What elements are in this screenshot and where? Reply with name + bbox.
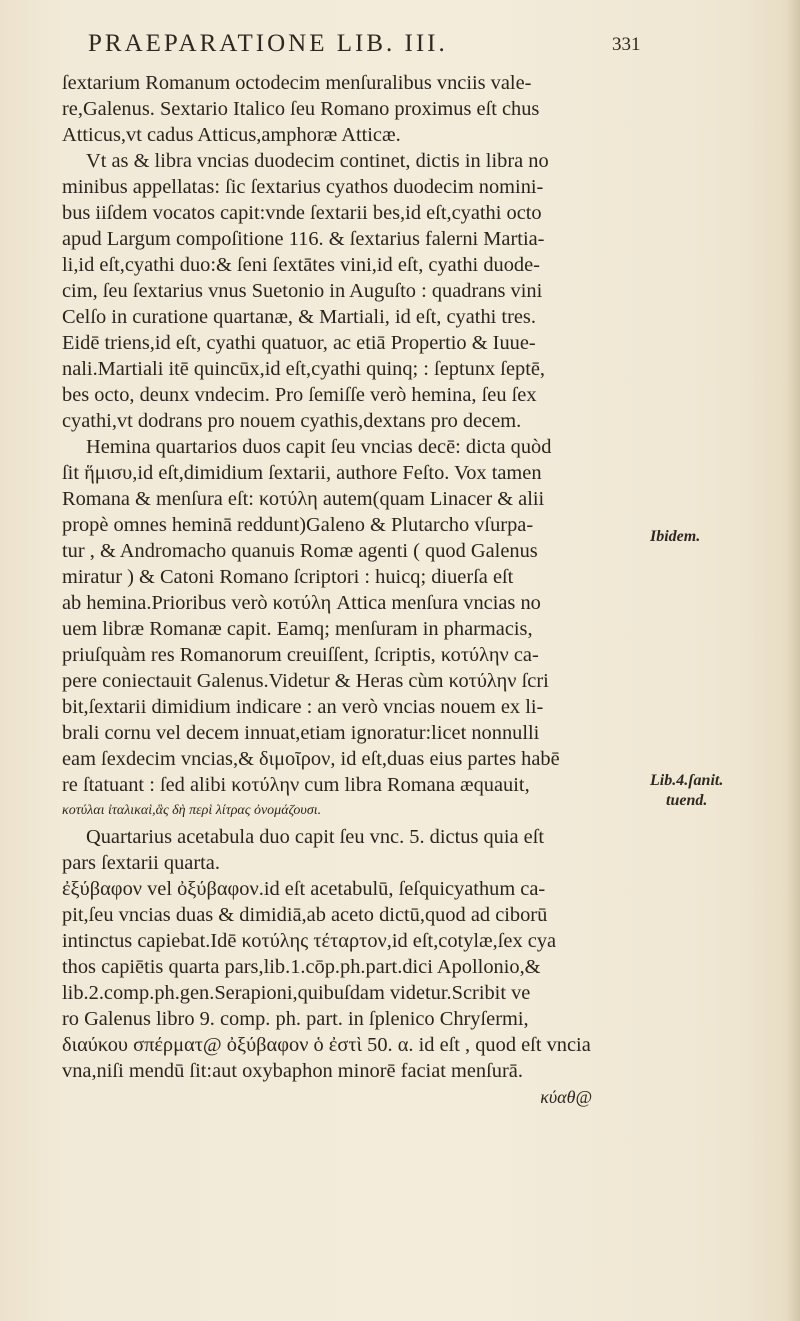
text-line: Eidē triens,id eſt, cyathi quatuor, ac etiā Propertio & Iuue- [62, 332, 536, 354]
text-line: bes octo, deunx vndecim. Pro ſemiſſe verò hemina, ſeu ſex [62, 384, 537, 406]
text-line: cyathi,vt dodrans pro nouem cyathis,dextans pro decem. [62, 410, 522, 432]
text-line: miratur ) & Catoni Romano ſcriptori : huicq; diuerſa eſt [62, 566, 514, 588]
running-title: PRAEPARATIONE LIB. III. [88, 30, 448, 57]
text-line: intinctus capiebat.Idē κοτύλης τέταρτον,id eſt,cotylæ,ſex cya [62, 930, 557, 952]
text-line: eam ſexdecim vncias,& διμοῖρον, id eſt,duas eius partes habē [62, 748, 560, 770]
margin-note-tuend: tuend. [666, 792, 708, 809]
text-line: re ſtatuant : ſed alibi κοτύλην cum libra Romana æquauit, [62, 774, 530, 796]
text-line: pere coniectauit Galenus.Videtur & Heras cùm κοτύλην ſcri [62, 670, 549, 692]
text-line: bus iiſdem vocatos capit:vnde ſextarii bes,id eſt,cyathi octo [62, 202, 542, 224]
text-line: uem libræ Romanæ capit. Eamq; menſuram in pharmacis, [62, 618, 533, 640]
greek-quote-line: κοτύλαι ἰταλικαὶ,ἃς δὴ περὶ λίτρας ὀνομάζουσι. [62, 803, 322, 818]
text-line: re,Galenus. Sextario Italico ſeu Romano proximus eſt chus [62, 98, 540, 120]
body-text [62, 70, 644, 1110]
page-edge-shadow [786, 0, 800, 1321]
text-line: ἐξύβαφον vel ὀξύβαφον.id eſt acetabulū, ſeſquicyathum ca- [62, 878, 546, 900]
margin-note-ibidem: Ibidem. [650, 528, 701, 545]
text-line: minibus appellatas: ſic ſextarius cyathos duodecim nomini- [62, 176, 544, 198]
text-line: tur , & Andromacho quanuis Romæ agenti ( quod Galenus [62, 540, 538, 562]
catchword: κύαθ@ [540, 1087, 592, 1107]
text-line: apud Largum compoſitione 116. & ſextarius falerni Martia- [62, 228, 545, 250]
text-line: ſextarium Romanum octodecim menſuralibus vnciis vale- [62, 72, 532, 94]
text-line: propè omnes heminā reddunt)Galeno & Plutarcho vſurpa- [62, 514, 534, 536]
text-line: Quartarius acetabula duo capit ſeu vnc. 5. dictus quia eſt [86, 826, 545, 848]
text-line: Atticus,vt cadus Atticus,amphoræ Atticæ. [62, 124, 401, 146]
text-line: διαύκου σπέρματ@ ὀξύβαφον ὁ ἐστὶ 50. α. id eſt , quod eſt vncia [62, 1034, 591, 1056]
text-line: ab hemina.Prioribus verò κοτύλη Attica menſura vncias no [62, 592, 541, 614]
text-line: pit,ſeu vncias duas & dimidiā,ab aceto dictū,quod ad ciborū [62, 904, 548, 926]
text-line: pars ſextarii quarta. [62, 852, 220, 874]
text-line: brali cornu vel decem innuat,etiam ignoratur:licet nonnulli [62, 722, 540, 744]
text-line: Vt as & libra vncias duodecim continet, dictis in libra no [86, 150, 549, 172]
margin-note-lib-sanit: Lib.4.ſanit. [650, 772, 724, 789]
text-line: cim, ſeu ſextarius vnus Suetonio in Auguſto : quadrans vini [62, 280, 543, 302]
text-line: li,id eſt,cyathi duo:& ſeni ſextātes vini,id eſt, cyathi duode- [62, 254, 540, 276]
text-line: Romana & menſura eſt: κοτύλη autem(quam Linacer & alii [62, 488, 545, 510]
text-line: ſit ἥμισυ,id eſt,dimidium ſextarii, authore Feſto. Vox tamen [62, 462, 542, 484]
text-line: bit,ſextarii dimidium indicare : an verò vncias nouem ex li- [62, 696, 544, 718]
text-line: priuſquàm res Romanorum creuiſſent, ſcriptis, κοτύλην ca- [62, 644, 539, 666]
text-line: Celſo in curatione quartanæ, & Martiali, id eſt, cyathi tres. [62, 306, 536, 328]
text-line: nali.Martiali itē quincūx,id eſt,cyathi quinq; : ſeptunx ſeptē, [62, 358, 546, 380]
text-line: Hemina quartarios duos capit ſeu vncias decē: dicta quòd [86, 436, 552, 458]
text-line: lib.2.comp.ph.gen.Serapioni,quibuſdam videtur.Scribit ve [62, 982, 531, 1004]
text-line: thos capiētis quarta pars,lib.1.cōp.ph.part.dici Apollonio,& [62, 956, 541, 978]
page-number: 331 [612, 34, 641, 55]
text-line: ro Galenus libro 9. comp. ph. part. in ſplenico Chryſermi, [62, 1008, 529, 1030]
text-line: vna,niſi mendū ſit:aut oxybaphon minorē faciat menſurā. [62, 1060, 523, 1082]
